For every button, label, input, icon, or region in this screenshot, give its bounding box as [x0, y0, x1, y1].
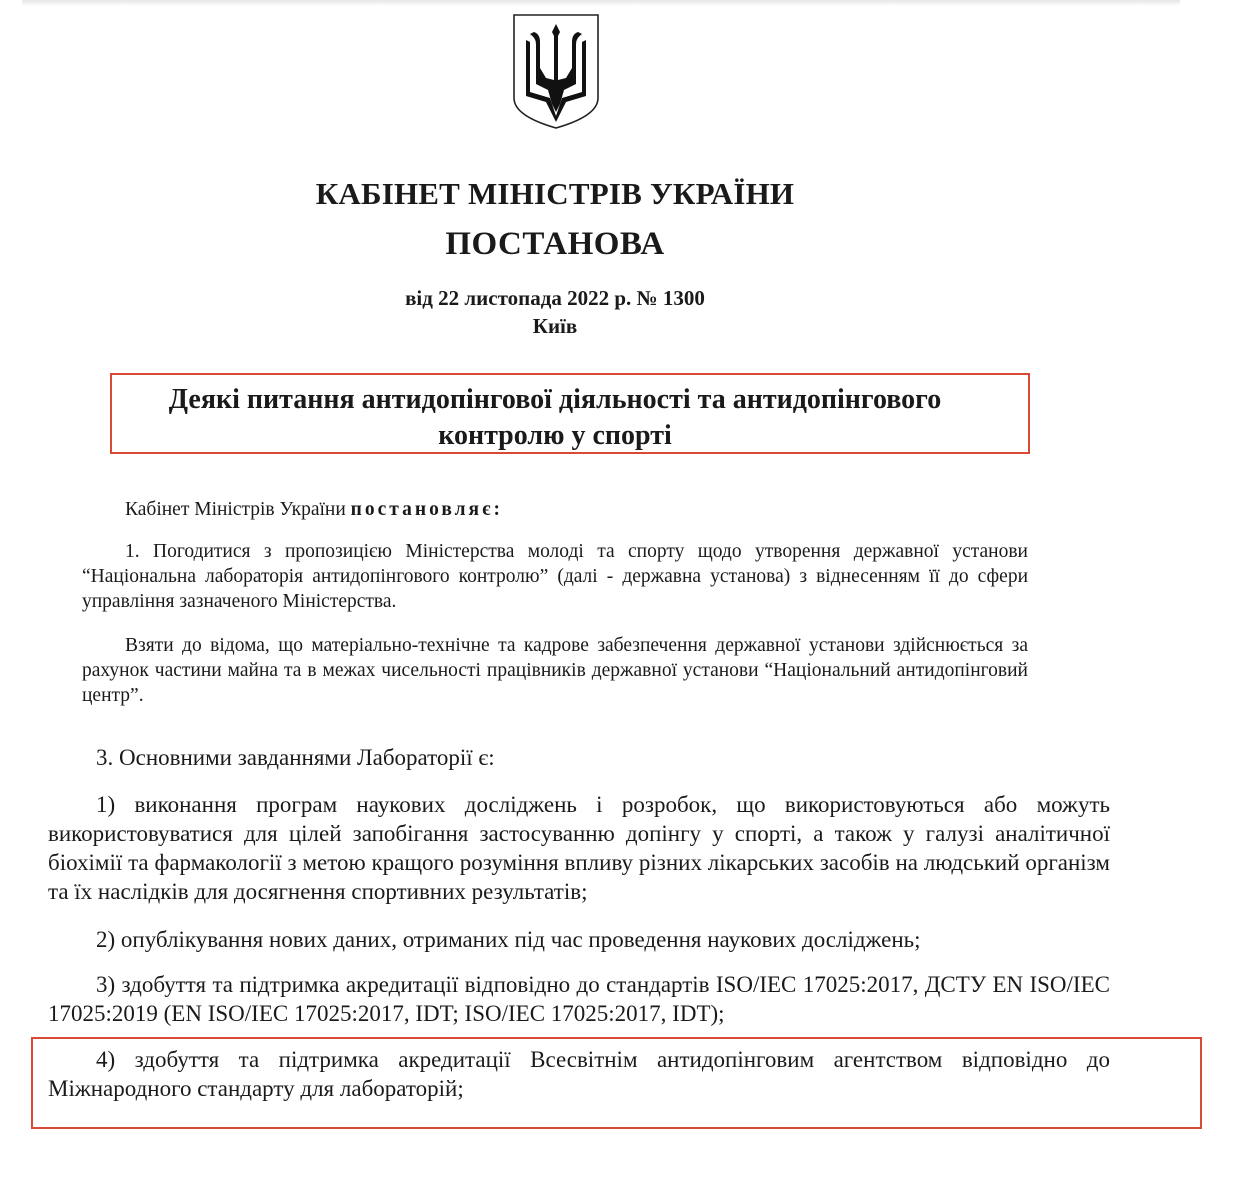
- document-date-number: від 22 листопада 2022 р. № 1300: [405, 286, 705, 310]
- preamble-decision: постановляє:: [350, 499, 504, 520]
- top-shadow-divider: [22, 0, 1180, 6]
- paragraph-2: Взяти до відома, що матеріально-технічне та кадрове забезпечення державної установи здійснюється за рахунок частини майна та в межах чисельності працівників державної установи “Національний антидопінговий центр”.: [82, 635, 1028, 706]
- organization-title: КАБІНЕТ МІНІСТРІВ УКРАЇНИ: [315, 176, 795, 211]
- document-title: [110, 382, 1000, 454]
- ukraine-trident-icon: [510, 12, 602, 130]
- paragraph-1: 1. Погодитися з пропозицією Міністерства молоді та спорту щодо утворення державної установи “Національна лабораторія антидопінгового контролю” (далі - державна установа) з віднесенням її до сфери управління зазначеного Міністерства.: [82, 541, 1028, 612]
- list-item-1: 1) виконання програм наукових досліджень і розробок, що використовуються або можуть використовуватися для цілей запобігання застосуванню допінгу у спорті, а також у галузі аналітичної біохімії та фармакології з метою кращого розуміння впливу різних лікарських засобів на людський організм та їх наслідків для досягнення спортивних результатів;: [48, 792, 1110, 904]
- document-city: Київ: [532, 314, 578, 338]
- list-item-4: 4) здобуття та підтримка акредитації Всесвітнім антидопінговим агентством відповідно до Міжнародного стандарту для лабораторій;: [48, 1047, 1110, 1101]
- document-title-line-1: Деякі питання антидопінгової діяльності та антидопінгового: [168, 384, 942, 415]
- list-item-2: 2) опублікування нових даних, отриманих під час проведення наукових досліджень;: [96, 927, 921, 952]
- document-title-line-2: контролю у спорті: [438, 420, 672, 451]
- document-type: ПОСТАНОВА: [445, 226, 665, 262]
- list-item-3: 3) здобуття та підтримка акредитації відповідно до стандартів ISO/IEC 17025:2017, ДСТУ EN ISO/IEC 17025:2019 (EN ISO/IEC 17025:2017, IDT; ISO/IEC 17025:2017, IDT);: [48, 972, 1110, 1026]
- preamble-paragraph: [82, 497, 1028, 522]
- preamble-text: Кабінет Міністрів України: [125, 499, 351, 520]
- paragraph-3: 3. Основними завданнями Лабораторії є:: [96, 745, 495, 770]
